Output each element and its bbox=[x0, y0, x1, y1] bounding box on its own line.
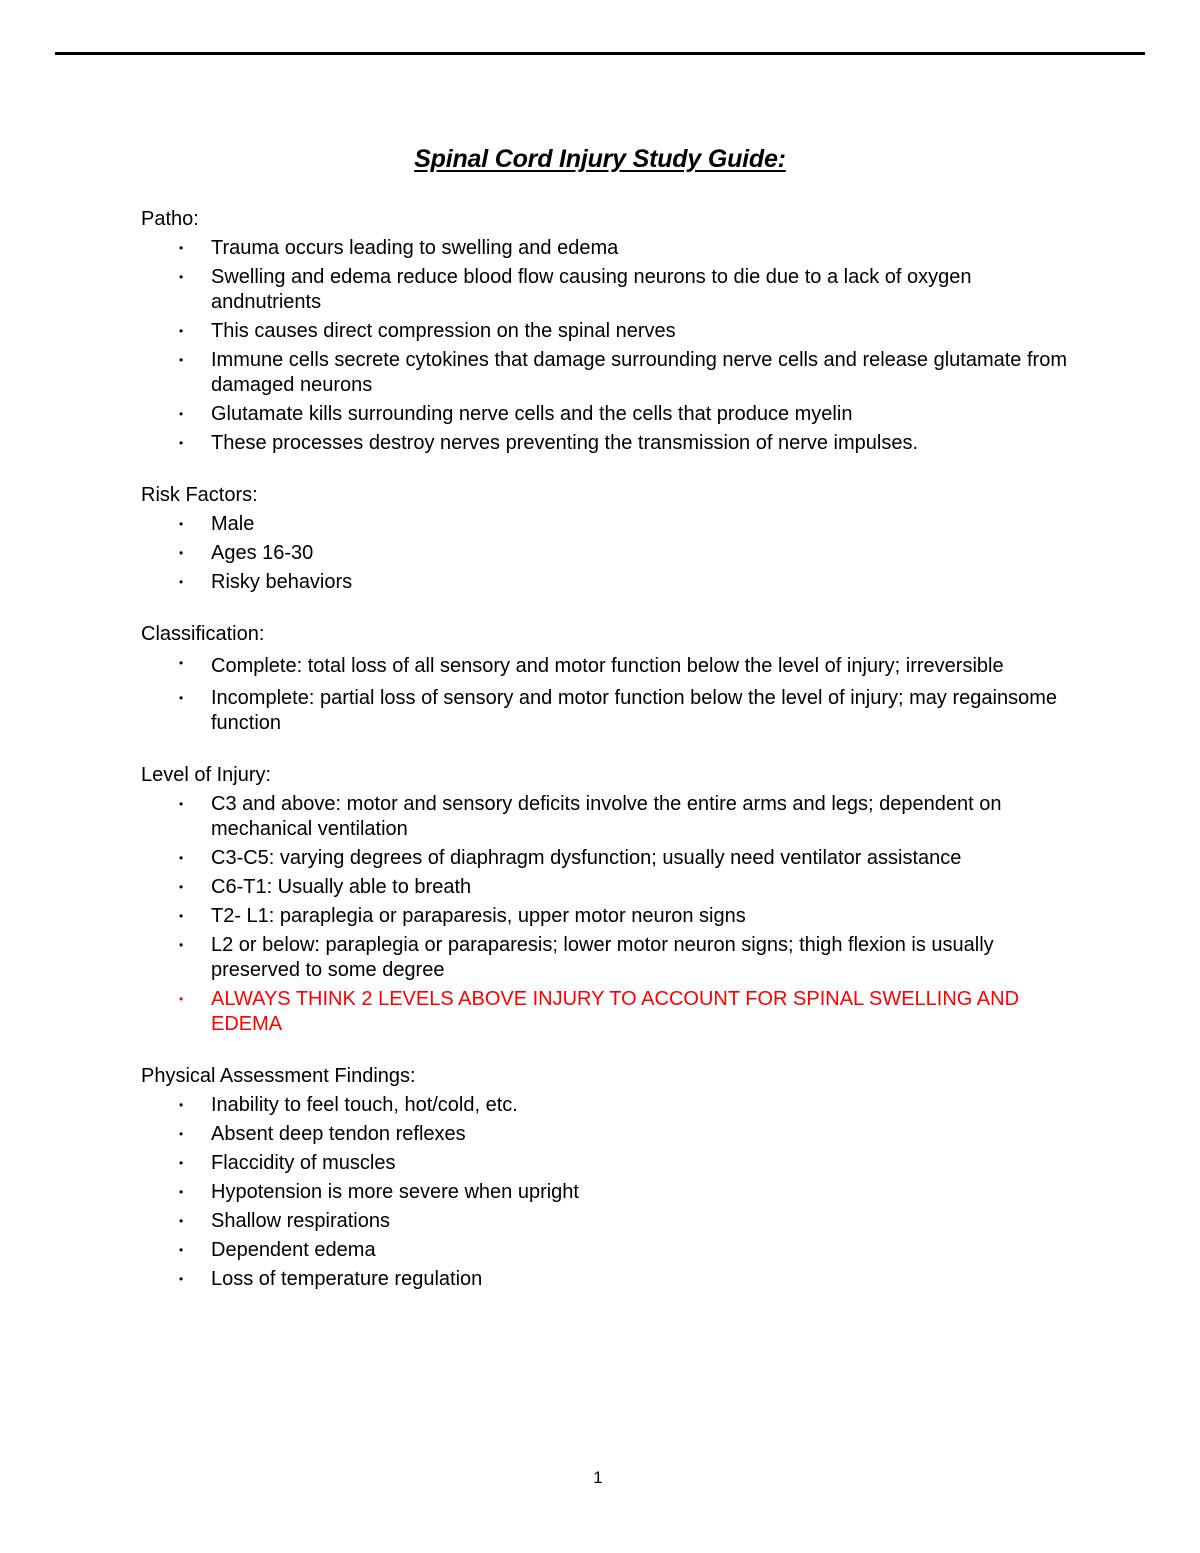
bullet-icon: • bbox=[179, 517, 184, 531]
list-item-text: Immune cells secrete cytokines that damage surrounding nerve cells and release glutamate from damaged neurons bbox=[211, 349, 1067, 396]
list-item bbox=[141, 792, 1081, 842]
section-patho bbox=[141, 206, 1081, 456]
list-item bbox=[141, 402, 1081, 427]
list-item-text: C3 and above: motor and sensory deficits involve the entire arms and legs; dependent on mechanical ventilation bbox=[211, 793, 1002, 840]
bullet-icon: • bbox=[179, 407, 184, 421]
bullet-icon: • bbox=[179, 938, 184, 952]
section-heading: Level of Injury: bbox=[141, 764, 272, 786]
list-item bbox=[141, 1122, 1081, 1147]
bullet-icon: • bbox=[179, 656, 184, 670]
bullet-icon: • bbox=[179, 691, 184, 705]
bullet-list bbox=[141, 1093, 1081, 1292]
list-item bbox=[141, 431, 1081, 456]
list-item bbox=[141, 570, 1081, 595]
bullet-icon: • bbox=[179, 575, 184, 589]
list-item-text: Complete: total loss of all sensory and motor function below the level of injury; irreversible bbox=[211, 655, 1004, 677]
bullet-icon: • bbox=[179, 241, 184, 255]
section-physical-assessment bbox=[141, 1063, 1081, 1292]
list-item bbox=[141, 846, 1081, 871]
bullet-icon: • bbox=[179, 1156, 184, 1170]
bullet-icon: • bbox=[179, 1127, 184, 1141]
section-heading: Risk Factors: bbox=[141, 484, 258, 506]
page-title: Spinal Cord Injury Study Guide: bbox=[414, 145, 786, 173]
document-body bbox=[141, 206, 1081, 1318]
section-risk-factors bbox=[141, 482, 1081, 595]
list-item bbox=[141, 904, 1081, 929]
list-item-text: Swelling and edema reduce blood flow causing neurons to die due to a lack of oxygen andnutrients bbox=[211, 266, 972, 313]
list-item bbox=[141, 319, 1081, 344]
list-item bbox=[141, 875, 1081, 900]
bullet-icon: • bbox=[179, 909, 184, 923]
list-item-text: Risky behaviors bbox=[211, 571, 353, 593]
bullet-icon: • bbox=[179, 1272, 184, 1286]
list-item-text: Loss of temperature regulation bbox=[211, 1268, 483, 1290]
list-item-text: C6-T1: Usually able to breath bbox=[211, 876, 472, 898]
section-classification bbox=[141, 621, 1081, 736]
bullet-list bbox=[141, 651, 1081, 736]
list-item-text: Hypotension is more severe when upright bbox=[211, 1181, 579, 1203]
bullet-icon: • bbox=[179, 1185, 184, 1199]
list-item bbox=[141, 512, 1081, 537]
bullet-icon: • bbox=[179, 1098, 184, 1112]
list-item-text: Trauma occurs leading to swelling and edema bbox=[211, 237, 619, 259]
bullet-icon: • bbox=[179, 880, 184, 894]
list-item bbox=[141, 1209, 1081, 1234]
bullet-list bbox=[141, 792, 1081, 1037]
bullet-icon: • bbox=[179, 436, 184, 450]
list-item bbox=[141, 1180, 1081, 1205]
section-level-of-injury bbox=[141, 762, 1081, 1037]
section-heading: Physical Assessment Findings: bbox=[141, 1065, 416, 1087]
list-item bbox=[141, 265, 1081, 315]
bullet-icon: • bbox=[179, 992, 184, 1006]
list-item-text: Incomplete: partial loss of sensory and motor function below the level of injury; may regainsome function bbox=[211, 687, 1057, 734]
page-number: 1 bbox=[593, 1468, 603, 1487]
list-item bbox=[141, 236, 1081, 261]
list-item-text: C3-C5: varying degrees of diaphragm dysfunction; usually need ventilator assistance bbox=[211, 847, 962, 869]
list-item-alert bbox=[141, 987, 1081, 1037]
bullet-list bbox=[141, 236, 1081, 456]
section-heading: Classification: bbox=[141, 623, 265, 645]
list-item-text: L2 or below: paraplegia or paraparesis; lower motor neuron signs; thigh flexion is usually preserved to some degree bbox=[211, 934, 994, 981]
list-item bbox=[141, 541, 1081, 566]
bullet-icon: • bbox=[179, 1243, 184, 1257]
list-item bbox=[141, 686, 1081, 736]
list-item-text: Ages 16-30 bbox=[211, 542, 314, 564]
list-item-text: Glutamate kills surrounding nerve cells and the cells that produce myelin bbox=[211, 403, 853, 425]
list-item-text: These processes destroy nerves preventing the transmission of nerve impulses. bbox=[211, 432, 919, 454]
list-item bbox=[141, 1267, 1081, 1292]
list-item-text: T2- L1: paraplegia or paraparesis, upper motor neuron signs bbox=[211, 905, 746, 927]
list-item-text: Absent deep tendon reflexes bbox=[211, 1123, 466, 1145]
header-rule bbox=[55, 52, 1145, 55]
list-item bbox=[141, 933, 1081, 983]
list-item bbox=[141, 651, 1081, 682]
list-item bbox=[141, 1151, 1081, 1176]
list-item-text: Flaccidity of muscles bbox=[211, 1152, 396, 1174]
list-item bbox=[141, 1238, 1081, 1263]
list-item-text: Shallow respirations bbox=[211, 1210, 390, 1232]
bullet-icon: • bbox=[179, 270, 184, 284]
bullet-icon: • bbox=[179, 1214, 184, 1228]
alert-text: ALWAYS THINK 2 LEVELS ABOVE INJURY TO ACCOUNT FOR SPINAL SWELLING AND EDEMA bbox=[211, 988, 1020, 1035]
bullet-icon: • bbox=[179, 851, 184, 865]
bullet-icon: • bbox=[179, 546, 184, 560]
list-item-text: Male bbox=[211, 513, 255, 535]
list-item-text: This causes direct compression on the spinal nerves bbox=[211, 320, 676, 342]
list-item bbox=[141, 348, 1081, 398]
list-item bbox=[141, 1093, 1081, 1118]
bullet-icon: • bbox=[179, 797, 184, 811]
list-item-text: Inability to feel touch, hot/cold, etc. bbox=[211, 1094, 518, 1116]
bullet-icon: • bbox=[179, 324, 184, 338]
bullet-list bbox=[141, 512, 1081, 595]
section-heading: Patho: bbox=[141, 208, 199, 230]
bullet-icon: • bbox=[179, 353, 184, 367]
list-item-text: Dependent edema bbox=[211, 1239, 376, 1261]
